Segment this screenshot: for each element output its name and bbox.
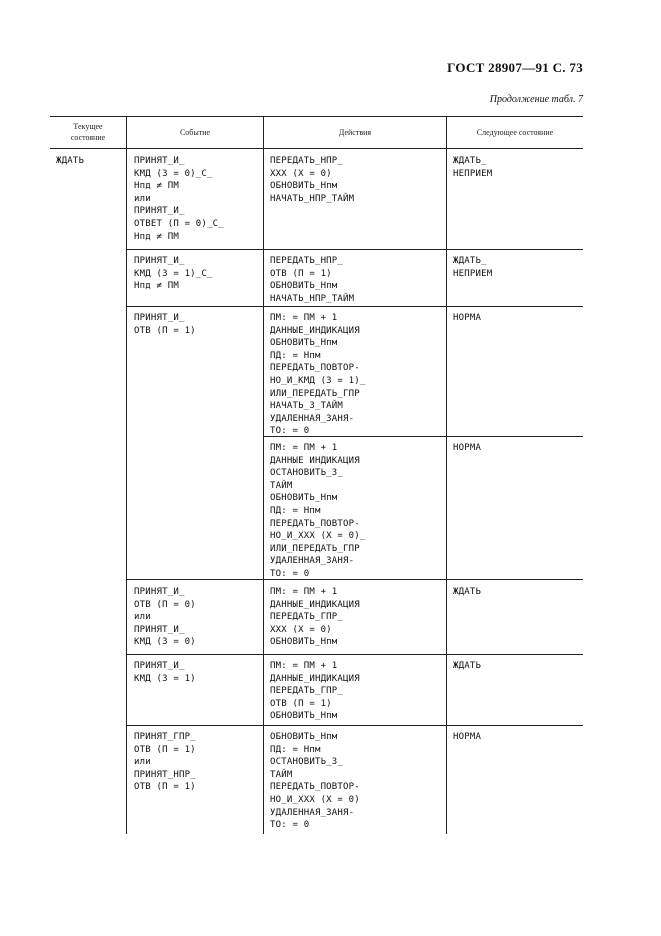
action-cell: ПМ: = ПМ + 1 ДАННЫЕ_ИНДИКАЦИЯ ОБНОВИТЬ_Нпм ПД: = Нпм ПЕРЕДАТЬ_ПОВТОР- НО_И_КМД (3 = 1)_ ИЛИ_ПЕРЕДАТЬ_ГПР НАЧАТЬ_З_ТАЙМ УДАЛЕННАЯ_ЗАНЯ- ТО: = 0 [270, 313, 366, 437]
next-state-cell: ЖДАТЬ_ НЕПРИЕМ [453, 156, 493, 179]
column-divider [126, 116, 127, 834]
event-cell: ПРИНЯТ_И_ КМД (3 = 0)_С_ Нпд ≠ ПМ или ПРИНЯТ_И_ ОТВЕТ (П = 0)_С_ Нпд ≠ ПМ [134, 156, 224, 242]
action-cell: ОБНОВИТЬ_Нпм ПД: = Нпм ОСТАНОВИТЬ_З_ ТАЙМ ПЕРЕДАТЬ_ПОВТОР- НО_И_ХХХ (Х = 0) УДАЛЕННАЯ_ЗАНЯ- ТО: = 0 [270, 732, 360, 831]
row-rule [127, 725, 583, 726]
event-cell: ПРИНЯТ_И_ ОТВ (П = 0) или ПРИНЯТ_И_ КМД (3 = 0) [134, 587, 196, 648]
column-header-actions: Действия [338, 127, 372, 137]
row-rule [127, 306, 583, 307]
next-state-cell: ЖДАТЬ [453, 587, 482, 597]
current-state-cell: ЖДАТЬ [56, 156, 85, 166]
header-bottom-rule [50, 148, 583, 149]
column-header-next-state: Следующее состояние [476, 127, 554, 137]
event-cell: ПРИНЯТ_И_ КМД (3 = 1)_С_ Нпд ≠ ПМ [134, 256, 213, 292]
action-cell: ПМ: = ПМ + 1 ДАННЫЕ_ИНДИКАЦИЯ ПЕРЕДАТЬ_ГПР_ ОТВ (П = 1) ОБНОВИТЬ_Нпм [270, 661, 360, 722]
page-header: ГОСТ 28907—91 С. 73 [447, 60, 583, 75]
next-state-cell: НОРМА [453, 443, 482, 453]
event-cell: ПРИНЯТ_И_ КМД (3 = 1) [134, 661, 196, 684]
action-cell: ПЕРЕДАТЬ_НПР_ ХХХ (Х = 0) ОБНОВИТЬ_Нпм НАЧАТЬ_НПР_ТАЙМ [270, 156, 355, 204]
table-continuation-label: Продолжение табл. 7 [489, 94, 583, 105]
next-state-cell: ЖДАТЬ_ НЕПРИЕМ [453, 256, 493, 279]
column-divider [263, 116, 264, 834]
action-cell: ПМ: = ПМ + 1 ДАННЫЕ ИНДИКАЦИЯ ОСТАНОВИТЬ_З_ ТАЙМ ОБНОВИТЬ_Нпм ПД: = Нпм ПЕРЕДАТЬ_ПОВТОР- НО_И_ХХХ (Х = 0)_ ИЛИ_ПЕРЕДАТЬ_ГПР УДАЛЕННАЯ_ЗАНЯ- ТО: = 0 [270, 443, 366, 579]
action-cell: ПЕРЕДАТЬ_НПР_ ОТВ (П = 1) ОБНОВИТЬ_Нпм НАЧАТЬ_НПР_ТАЙМ [270, 256, 355, 304]
state-transition-table [50, 116, 583, 834]
column-header-event: Событие [179, 127, 211, 137]
next-state-cell: ЖДАТЬ [453, 661, 482, 671]
row-rule [127, 654, 583, 655]
next-state-cell: НОРМА [453, 313, 482, 323]
column-header-current-state: Текущее состояние [70, 122, 106, 142]
row-rule [127, 249, 583, 250]
action-cell: ПМ: = ПМ + 1 ДАННЫЕ_ИНДИКАЦИЯ ПЕРЕДАТЬ_ГПР_ ХХХ (Х = 0) ОБНОВИТЬ_Нпм [270, 587, 360, 648]
column-divider [446, 116, 447, 834]
event-cell: ПРИНЯТ_ГПР_ ОТВ (П = 1) или ПРИНЯТ_НПР_ ОТВ (П = 1) [134, 732, 196, 793]
event-cell: ПРИНЯТ_И_ ОТВ (П = 1) [134, 313, 196, 336]
next-state-cell: НОРМА [453, 732, 482, 742]
